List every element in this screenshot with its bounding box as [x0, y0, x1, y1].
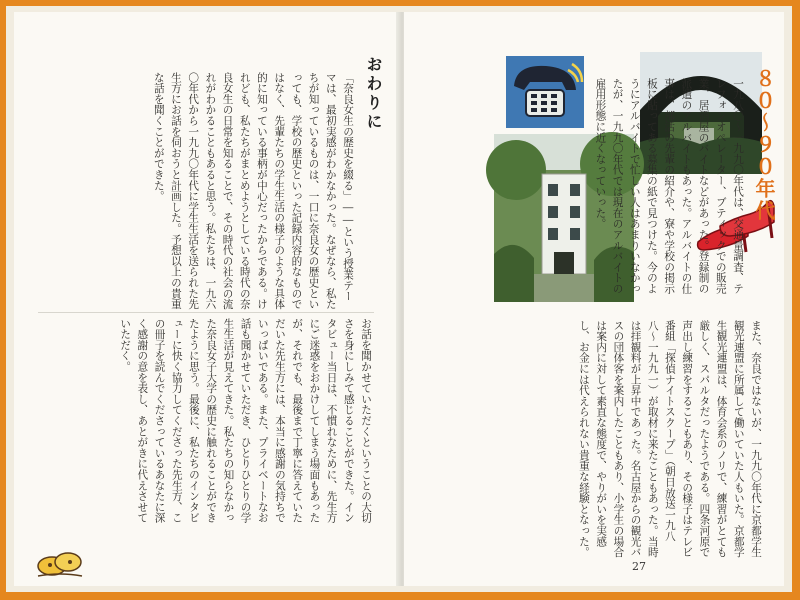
telephone-illustration [506, 56, 584, 128]
section-heading: ８０〜９０年代 [752, 68, 776, 222]
section-divider [38, 312, 374, 313]
intro-text-block: 「奈良女生の歴史を綴る」――という授業テーマは、最初実感がわかなかった。なぜなら、私たちが知っているものは、一口に奈良女の歴史といっても、学校の歴史といった記録内容的なものではなく、先輩たちの学生生活の様子のような具体的に知っている事柄が中心だったからである。けれども、私たちがまとめようとしている時代の奈良女生の日常を知ることで、その時代の社会の流れがわかることもあると思う。私たちは、一九六〇年代から一九九〇年代に学生生活を送られた先生方にお話を伺おうと計画した。予想以上の貴重な話を聞くことができた。 [152, 72, 354, 310]
page-title: おわりに [364, 56, 383, 132]
left-page [14, 12, 400, 586]
flower-illustration [34, 542, 86, 586]
section-intro-text: 一九八〇〜一九九〇年代は、交通量調査、テレフォンオペレーター、ブティックでの販売業、居酒屋のバイトなどがあった。登録制の派遣のアルバイトもあった。アルバイトの仕事は、部活の先輩の紹介や、寮や学校の掲示板に貼ってある募集の紙で見つけた。今のようにアルバイトで忙しい人はあまりいなかったが、一九九〇年代では現在のアルバイトの雇用形態に近くなっていった。 [594, 78, 744, 294]
page-number: 27 [632, 560, 646, 573]
body-text-block: お話を聞かせていただくということの大切さを身にしみて感じることができた。インタビュー当日は、不慣れなために、先生方にご迷惑をおかけしてしまう場面もあったが、それでも、最後まで丁寧に答えていただいた先生方には、本当に感謝の気持ちでいっぱいである。また、プライベートなお話も聞かせていただき、ひとりひとりの学生生活が見えてきた。私たちの知らなかった奈良女子大学の歴史に触れることができたように思う。最後に、私たちのインタビューに快く協力してくださった先生方、この冊子を読んでくださっているあなたに深く感謝の意を表し、あとがきに代えさせていただく。 [119, 318, 372, 524]
section-body-text: また、奈良ではないが、一九九〇年代に京都学生観光連盟に所属して働いていた人もいた。京都学生観光連盟は、体育会系のノリで、練習がとても厳しく、スパルタだったようである。四条河原で声出し練習をすることもあり、その様子はテレビ番組「探偵ナイトスクープ」（朝日放送一九八八〜一九九一）が取材に来たこともあった。当時は拝観料が上昇中であった。名古屋からの観光バスの団体客を案内したこともあり、小学生の場合は案内に対して素直な態度で、やりがいを実感し、お金には代えられない貴重な経験となった。 [577, 320, 762, 558]
right-page [404, 12, 784, 586]
